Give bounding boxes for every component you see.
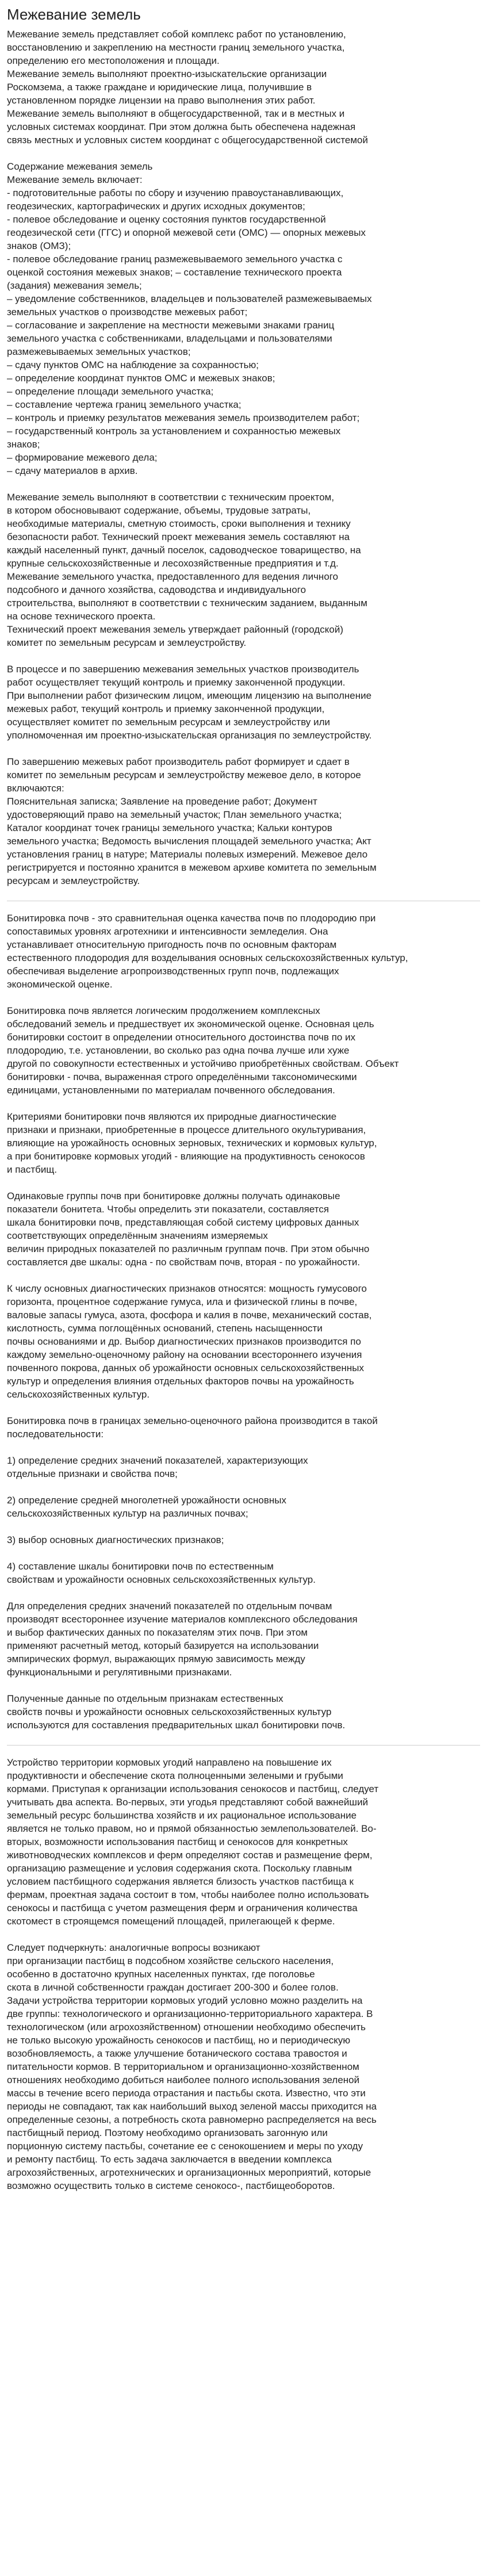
text-line: Следует подчеркнуть: аналогичные вопросы возникают	[7, 1942, 260, 1953]
text-line: валовые запасы гумуса, азота, фосфора и калия в почве, механический состав,	[7, 1310, 372, 1320]
text-line: строительства, выполняют в соответствии с техническим заданием, выданным	[7, 598, 367, 608]
paragraph	[7, 1533, 480, 1547]
text-line: скота в личной собственности граждан достигает 200-300 и более голов.	[7, 1982, 339, 1993]
text-line: 2) определение средней многолетней урожайности основных	[7, 1495, 287, 1506]
text-line: В процессе и по завершению межевания земельных участков производитель	[7, 664, 359, 675]
text-line: отношениях необходимо добиться наиболее полного использования зеленой	[7, 2074, 360, 2085]
text-line: Роскомзема, а также граждане и юридические лица, получившие в	[7, 82, 312, 93]
text-line: Бонитировка почв в границах земельно-оценочного района производится в такой	[7, 1415, 378, 1426]
text-line: скотомест в строящемся помещений площадей, прилегающей к ферме.	[7, 1916, 335, 1927]
text-line: горизонта, процентное содержание гумуса, ила и физической глины в почве,	[7, 1296, 358, 1307]
text-line: вторых, возможности использования пастбищ и сенокосов для конкретных	[7, 1836, 348, 1847]
text-line: показатели бонитета. Чтобы определить эти показатели, составляется	[7, 1204, 329, 1215]
paragraph	[7, 755, 480, 887]
article-section	[7, 1756, 480, 2192]
text-line: – государственный контроль за установлением и сохранностью межевых	[7, 426, 341, 437]
text-line: производят всестороннее изучение материалов комплексного обследования	[7, 1614, 358, 1625]
text-line: 3) выбор основных диагностических признаков;	[7, 1534, 224, 1545]
text-line: безопасности работ. Технический проект межевания земель составляют на	[7, 531, 350, 542]
text-line: – определение координат пунктов ОМС и межевых знаков;	[7, 373, 275, 384]
text-line: массы в течение всего периода отрастания и пастьбы скота. Известно, что эти	[7, 2088, 366, 2099]
text-line: определению его местоположения и площади.	[7, 55, 220, 66]
text-line: Межевание земель представляет собой комплекс работ по установлению,	[7, 29, 346, 40]
paragraph	[7, 1414, 480, 1441]
page-title: Межевание земель	[7, 6, 141, 23]
text-line: 1) определение средних значений показателей, характеризующих	[7, 1455, 308, 1466]
text-line: каждый населенный пункт, дачный поселок, садоводческое товарищество, на	[7, 545, 361, 556]
text-line: комитет по земельным ресурсам и землеустройству.	[7, 637, 247, 648]
text-line: Одинаковые группы почв при бонитировке должны получать одинаковые	[7, 1191, 340, 1201]
paragraph	[7, 1756, 480, 1928]
text-line: установленном порядке лицензии на право выполнения этих работ.	[7, 95, 316, 106]
paragraph	[7, 1454, 480, 1480]
text-line: на основе технического проекта.	[7, 611, 156, 622]
text-line: – уведомление собственников, владельцев и пользователей размежевываемых	[7, 293, 372, 304]
text-line: является не только правом, но и прямой обязанностью землепользователей. Во-	[7, 1823, 377, 1834]
text-line: Содержание межевания земель	[7, 161, 153, 172]
text-line: земельного участка; Ведомость вычисления площадей земельного участка; Акт	[7, 836, 371, 847]
text-line: устанавливает относительную пригодность почв по основным факторам	[7, 939, 337, 950]
text-line: свойствам и урожайности основных сельскохозяйственных культур.	[7, 1574, 316, 1585]
text-line: Межевание земель выполняют в общегосударственной, так и в местных и	[7, 108, 345, 119]
text-line: Межевание земель выполняют проектно-изыскательские организации	[7, 68, 327, 79]
text-line: земельного участка с собственниками, владельцами и пользователями	[7, 333, 332, 344]
text-line: геодезической сети (ГГС) и опорной межевой сети (ОМС) — опорных межевых	[7, 227, 366, 238]
text-line: порционную систему пастьбы, сочетание ее с сенокошением и меры по уходу	[7, 2141, 363, 2152]
text-line: а при бонитировке кормовых угодий - влияющие на продуктивность сенокосов	[7, 1151, 365, 1162]
text-line: составляется две шкалы: одна - по свойствам почв, вторая - по урожайности.	[7, 1257, 361, 1268]
text-line: Бонитировка почв - это сравнительная оценка качества почв по плодородию при	[7, 913, 376, 924]
text-line: работ осуществляет текущий контроль и приемку законченной продукции.	[7, 677, 346, 688]
text-line: межевых работ, текущий контроль и приемку законченной продукции,	[7, 703, 325, 714]
text-line: организацию размещение и условия содержания скота. Поскольку главным	[7, 1863, 352, 1874]
text-line: сельскохозяйственных культур на различных почвах;	[7, 1508, 248, 1519]
paragraph	[7, 1560, 480, 1586]
text-line: Технический проект межевания земель утверждает районный (городской)	[7, 624, 343, 635]
paragraph	[7, 28, 480, 147]
text-line: и ремонту пастбищ. То есть задача заключается в введении комплекса	[7, 2154, 332, 2165]
text-line: условием пастбищного содержания является близость участков пастбища к	[7, 1876, 354, 1887]
text-line: Устройство территории кормовых угодий направлено на повышение их	[7, 1757, 332, 1768]
text-line: возможно осуществить только в системе сенокосо-, пастбищеоборотов.	[7, 2180, 335, 2191]
text-line: – согласование и закрепление на местности межевыми знаками границ	[7, 320, 335, 331]
paragraph	[7, 1189, 480, 1269]
text-line: бонитировки состоит в определении относительного достоинства почв по их	[7, 1032, 356, 1043]
text-line: и пастбищ.	[7, 1164, 57, 1175]
paragraph	[7, 1941, 480, 2192]
text-line: питательности кормов. В территориальном и организационно-хозяйственном	[7, 2061, 359, 2072]
text-line: при организации пастбищ в подсобном хозяйстве сельского населения,	[7, 1955, 334, 1966]
paragraph	[7, 1494, 480, 1520]
text-line: земельных участков о производстве межевых работ;	[7, 307, 248, 317]
text-line: комитет по земельным ресурсам и землеустройству межевое дело, в которое	[7, 770, 361, 780]
text-line: Пояснительная записка; Заявление на проведение работ; Документ	[7, 796, 317, 807]
text-line: возобновляемость, а также улучшение ботанического состава травостоя и	[7, 2048, 347, 2059]
text-line: – сдачу материалов в архив.	[7, 465, 138, 476]
text-line: влияющие на урожайность основных зерновых, технических и кормовых культур,	[7, 1138, 377, 1149]
text-line: 4) составление шкалы бонитировки почв по естественным	[7, 1561, 274, 1572]
text-line: знаков;	[7, 439, 40, 450]
text-line: кормами. Приступая к организации использования сенокосов и пастбищ, следует	[7, 1783, 379, 1794]
text-line: – контроль и приемку результатов межевания земель производителем работ;	[7, 412, 360, 423]
text-line: шкала бонитировки почв, представляющая собой систему цифровых данных	[7, 1217, 359, 1228]
text-line: определенные сезоны, а потребность скота равномерно распределяется на весь	[7, 2114, 377, 2125]
paragraph	[7, 663, 480, 742]
paragraph	[7, 1282, 480, 1401]
text-line: естественного плодородия для возделывания основных сельскохозяйственных культур,	[7, 952, 408, 963]
text-line: установления границ в натуре; Материалы полевых измерений. Межевое дело	[7, 849, 368, 860]
paragraph	[7, 912, 480, 991]
text-line: - подготовительные работы по сбору и изучению правоустанавливающих,	[7, 187, 344, 198]
text-line: Для определения средних значений показателей по отдельным почвам	[7, 1601, 332, 1612]
text-line: признаки и признаки, приобретенные в процессе длительного окультуривания,	[7, 1124, 366, 1135]
text-line: и выбор фактических данных по показателям этих почв. При этом	[7, 1627, 308, 1638]
text-line: земельный ресурс большинства хозяйств и их рациональное использование	[7, 1810, 357, 1821]
text-line: – формирование межевого дела;	[7, 452, 158, 463]
text-line: функциональными и регулятивными признаками.	[7, 1667, 232, 1678]
text-line: При выполнении работ физическим лицом, имеющим лицензию на выполнение	[7, 690, 372, 701]
text-line: каждому земельно-оценочному району на основании всестороннего изучения	[7, 1349, 362, 1360]
text-line: две группы: технологического и организационно-территориального характера. В	[7, 2008, 373, 2019]
text-line: последовательности:	[7, 1429, 104, 1440]
text-line: культур и определения влияния отдельных факторов почвы на урожайность	[7, 1376, 354, 1387]
text-line: регистрируется и постоянно хранится в межевом архиве комитета по земельным	[7, 862, 377, 873]
text-line: сельскохозяйственных культур.	[7, 1389, 150, 1400]
text-line: пастбищный период. Поэтому необходимо организовать загонную или	[7, 2127, 328, 2138]
text-line: ресурсам и землеустройству.	[7, 875, 140, 886]
paragraph	[7, 1599, 480, 1679]
text-line: не только высокую урожайность сенокосов и пастбищ, но и периодическую	[7, 2035, 351, 2046]
text-line: отдельные признаки и свойства почв;	[7, 1468, 178, 1479]
text-line: К числу основных диагностических признаков относятся: мощность гумусового	[7, 1283, 367, 1294]
text-line: крупные сельскохозяйственные и лесохозяйственные предприятия и т.д.	[7, 558, 339, 569]
section-divider	[7, 1745, 480, 1746]
text-line: величин природных показателей по различным группам почв. При этом обычно	[7, 1243, 370, 1254]
text-line: животноводческих комплексов и ферм определяют состав и размещение ферм,	[7, 1850, 373, 1861]
text-line: экономической оценке.	[7, 979, 113, 990]
text-line: соответствующих определённым значениям измеряемых	[7, 1230, 268, 1241]
paragraph	[7, 160, 480, 477]
text-line: почвы основаниями и др. Выбор диагностических признаков производится по	[7, 1336, 361, 1347]
text-line: – определение площади земельного участка;	[7, 386, 214, 397]
text-line: особенно в достаточно крупных населенных пунктах, где поголовье	[7, 1969, 315, 1980]
text-line: необходимые материалы, сметную стоимость, сроки выполнения и технику	[7, 518, 351, 529]
text-line: Полученные данные по отдельным признакам естественных	[7, 1693, 283, 1704]
text-line: используются для составления предварительных шкал бонитировки почв.	[7, 1720, 346, 1731]
text-line: связь местных и условных систем координат с общегосударственной системой	[7, 135, 369, 146]
text-line: в котором обосновывают содержание, объемы, трудовые затраты,	[7, 505, 311, 516]
text-line: Межевание земель выполняют в соответствии с техническим проектом,	[7, 492, 335, 503]
text-line: эмпирических формул, выражающих прямую зависимость между	[7, 1653, 305, 1664]
text-line: знаков (ОМЗ);	[7, 240, 71, 251]
text-line: плодородию, т.е. установлении, во сколько раз одна почва лучше или хуже	[7, 1045, 350, 1056]
text-line: свойств почвы и урожайности основных сельскохозяйственных культур	[7, 1706, 332, 1717]
text-line: (задания) межевания земель;	[7, 280, 142, 291]
text-line: размежевываемых земельных участков;	[7, 346, 191, 357]
text-line: подсобного и дачного хозяйства, садоводства и индивидуального	[7, 584, 306, 595]
text-line: - полевое обследование и оценку состояния пунктов государственной	[7, 214, 326, 225]
text-line: применяют расчетный метод, который базируется на использовании	[7, 1640, 319, 1651]
text-line: оценкой состояния межевых знаков; – составление технического проекта	[7, 267, 342, 278]
text-line: По завершению межевых работ производитель работ формирует и сдает в	[7, 756, 350, 767]
article-section	[7, 912, 480, 1732]
paragraph	[7, 1110, 480, 1176]
text-line: агрохозяйственных, агротехнических и организационных мероприятий, которые	[7, 2167, 371, 2178]
text-line: Межевание земель включает:	[7, 174, 143, 185]
text-line: Бонитировка почв является логическим продолжением комплексных	[7, 1005, 320, 1016]
text-line: Межевание земельного участка, предоставленного для ведения личного	[7, 571, 339, 582]
paragraph	[7, 1004, 480, 1097]
text-line: обеспечивая выделение агропроизводственных групп почв, подлежащих	[7, 966, 339, 977]
text-line: обследований земель и предшествует их экономической оценке. Основная цель	[7, 1019, 374, 1029]
text-line: - полевое обследование границ размежевываемого земельного участка с	[7, 254, 343, 265]
text-line: почвенного покрова, данных об урожайности основных сельскохозяйственных	[7, 1362, 364, 1373]
text-line: уполномоченная им проектно-изыскательская организация по землеустройству.	[7, 730, 372, 741]
text-line: условных системах координат. При этом должна быть обеспечена надежная	[7, 121, 356, 132]
text-line: единицами, установленными по материалам почвенного обследования.	[7, 1085, 335, 1096]
paragraph	[7, 1692, 480, 1732]
text-line: кислотность, сумма поглощённых оснований, степень насыщенности	[7, 1323, 323, 1334]
text-line: технологическом (или агрохозяйственном) отношении необходимо обеспечить	[7, 2022, 366, 2033]
text-line: учитывать два аспекта. Во-первых, эти угодья представляют собой важнейший	[7, 1797, 369, 1808]
text-line: Каталог координат точек границы земельного участка; Кальки контуров	[7, 822, 332, 833]
article-body	[7, 28, 480, 2192]
article-section	[7, 28, 480, 887]
text-line: сопоставимых уровнях агротехники и интенсивности земледелия. Она	[7, 926, 328, 937]
text-line: фермам, проектная задача состоит в том, чтобы наиболее полно использовать	[7, 1889, 369, 1900]
text-line: восстановлению и закреплению на местности границ земельного участка,	[7, 42, 345, 53]
text-line: – сдачу пунктов ОМС на наблюдение за сохранностью;	[7, 359, 259, 370]
paragraph	[7, 491, 480, 649]
text-line: периоды не совпадают, так как наибольший выход зеленой массы приходится на	[7, 2101, 377, 2112]
text-line: – составление чертежа границ земельного участка;	[7, 399, 241, 410]
text-line: продуктивности и обеспечение скота полноценными зелеными и грубыми	[7, 1770, 343, 1781]
text-line: осуществляет комитет по земельным ресурсам и землеустройству или	[7, 717, 330, 728]
text-line: другой по совокупности естественных и устойчиво приобретённых свойствам. Объект	[7, 1058, 399, 1069]
text-line: Задачи устройства территории кормовых угодий условно можно разделить на	[7, 1995, 363, 2006]
text-line: геодезических, картографических и других исходных документов;	[7, 201, 305, 212]
text-line: удостоверяющий право на земельный участок; План земельного участка;	[7, 809, 342, 820]
text-line: Критериями бонитировки почв являются их природные диагностические	[7, 1111, 337, 1122]
text-line: бонитировки - почва, выраженная строго определёнными таксономическими	[7, 1071, 357, 1082]
text-line: включаются:	[7, 783, 64, 794]
text-line: сенокосы и пастбища с учетом размещения ферм и ограничения количества	[7, 1903, 358, 1913]
